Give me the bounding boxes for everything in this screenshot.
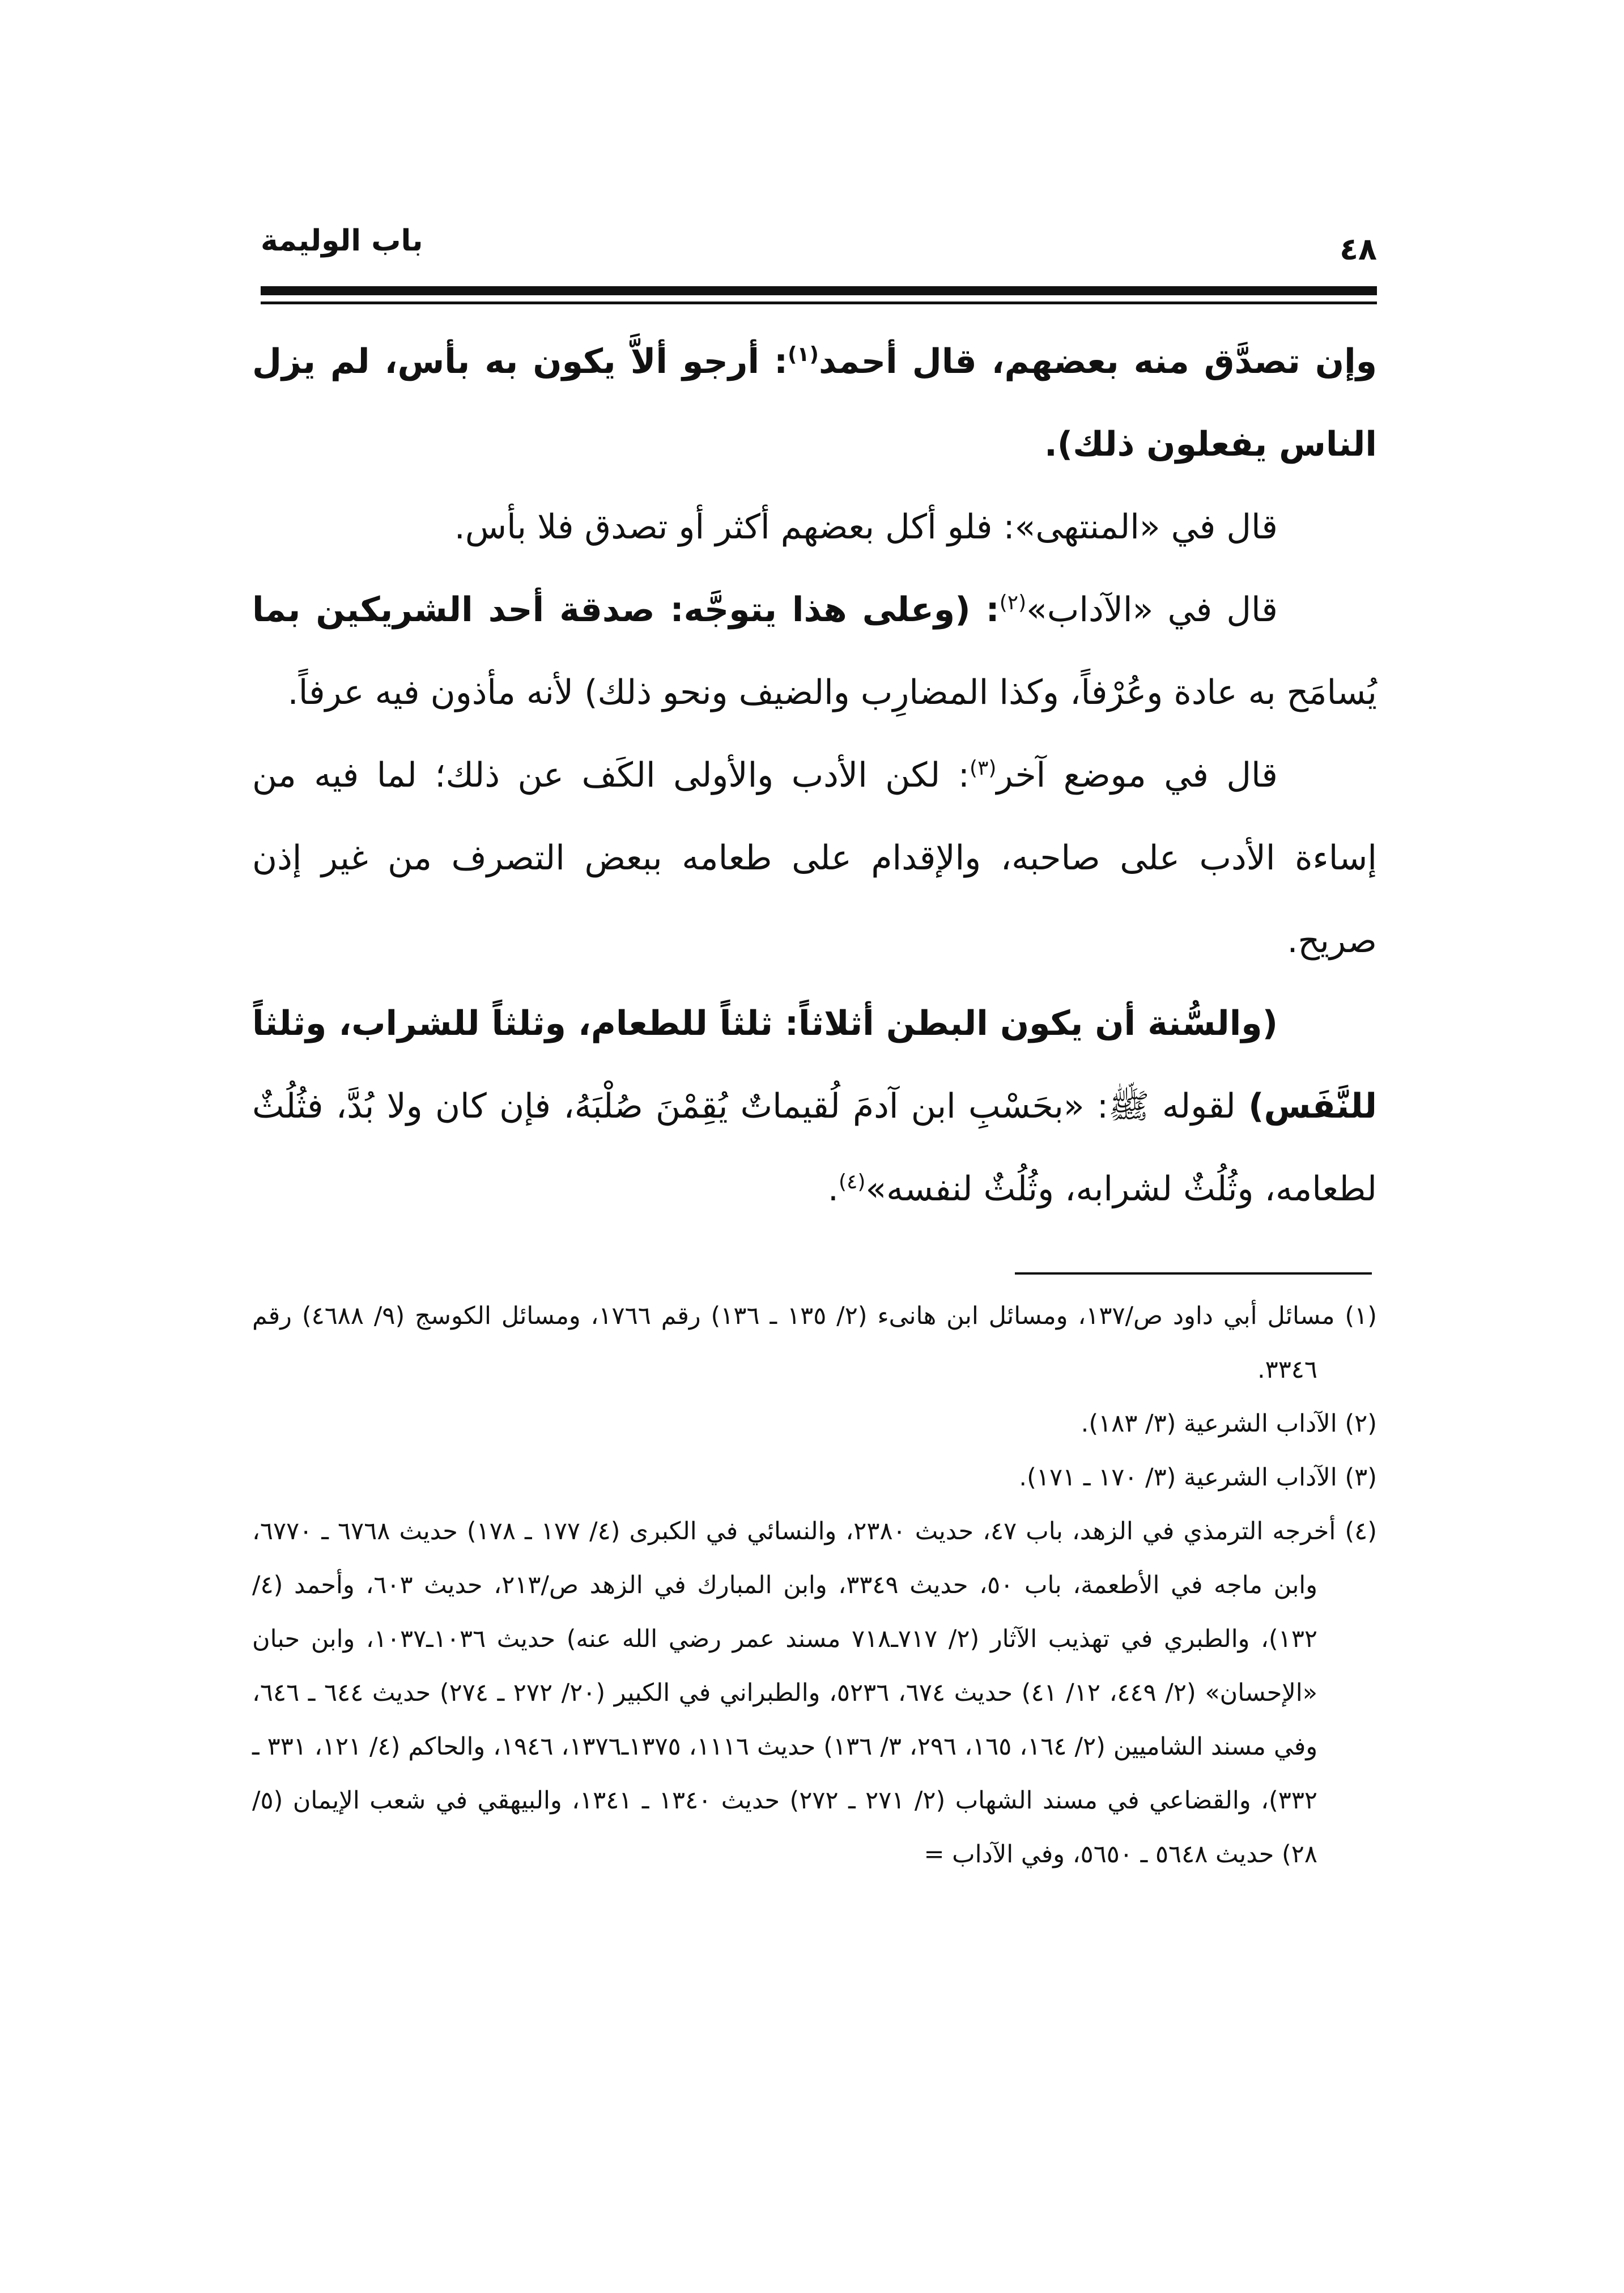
running-title: باب الوليمة xyxy=(261,224,423,258)
page-number: ٤٨ xyxy=(1340,231,1377,267)
footnote-ref-2: (٢) xyxy=(999,591,1027,614)
paragraph-4-text-a: قال في موضع آخر xyxy=(996,755,1278,795)
paragraph-1-text-a: وإن تصدَّق منه بعضهم، قال أحمد xyxy=(818,342,1377,381)
header-rule-thin xyxy=(261,302,1377,304)
paragraph-3-text-b: : (وعلى هذا يتوجَّه: صدقة أحد الشريكين بما xyxy=(252,590,1000,630)
footnote-ref-4: (٤) xyxy=(839,1170,866,1194)
footnote-2: (٢) الآداب الشرعية (٣/ ١٨٣). xyxy=(1081,1409,1377,1438)
paragraph-3-text-a: قال في «الآداب» xyxy=(1026,590,1278,630)
paragraph-3 xyxy=(252,568,1377,734)
paragraph-1 xyxy=(252,320,1377,486)
paragraph-5 xyxy=(252,982,1377,1230)
footnotes xyxy=(252,1289,1377,1882)
footnote-3: (٣) الآداب الشرعية (٣/ ١٧٠ ـ ١٧١). xyxy=(1019,1463,1377,1492)
page-header xyxy=(261,218,1377,269)
footnote-1: (١) مسائل أبي داود ص/١٣٧، ومسائل ابن هانىء (٢/ ١٣٥ ـ ١٣٦) رقم ١٧٦٦، ومسائل الكوسج (٩/ ٤٦٨٨) رقم ٣٣٤٦. xyxy=(252,1302,1378,1384)
footnote-separator xyxy=(1015,1272,1372,1275)
footnote-ref-3: (٣) xyxy=(970,757,997,780)
paragraph-4-text-b: : لكن الأدب والأولى الكَف عن ذلك؛ لما فيه من إساءة الأدب على صاحبه، والإقدام على طعامه ببعض التصرف من غير إذن صريح. xyxy=(252,755,1377,961)
header-rule-thick xyxy=(261,286,1377,295)
paragraph-4 xyxy=(252,734,1377,982)
footnote-4: (٤) أخرجه الترمذي في الزهد، باب ٤٧، حديث ٢٣٨٠، والنسائي في الكبرى (٤/ ١٧٧ ـ ١٧٨) حديث ٦٧٦٨ ـ ٦٧٧٠، وابن ماجه في الأطعمة، باب ٥٠، حديث ٣٣٤٩، وابن المبارك في الزهد ص/٢١٣، حديث ٦٠٣، وأحمد (٤/ ١٣٢)، والطبري في تهذيب الآثار (٢/ ٧١٧ـ٧١٨ مسند عمر رضي الله عنه) حديث ١٠٣٦ـ١٠٣٧، وابن حبان «الإحسان» (٢/ ٤٤٩، ١٢/ ٤١) حديث ٦٧٤، ٥٢٣٦، والطبراني في الكبير (٢٠/ ٢٧٢ ـ ٢٧٤) حديث ٦٤٤ ـ ٦٤٦، وفي مسند الشاميين (٢/ ١٦٤، ١٦٥، ٢٩٦، ٣/ ١٣٦) حديث ١١١٦، ١٣٧٥ـ١٣٧٦، ١٩٤٦، والحاكم (٤/ ١٢١، ٣٣١ ـ ٣٣٢)، والقضاعي في مسند الشهاب (٢/ ٢٧١ ـ ٢٧٢) حديث ١٣٤٠ ـ ١٣٤١، والبيهقي في شعب الإيمان (٥/ ٢٨) حديث ٥٦٤٨ ـ ٥٦٥٠، وفي الآداب = xyxy=(252,1517,1378,1869)
paragraph-3-text-c: يُسامَح به عادة وعُرْفاً، وكذا المضارِب والضيف ونحو ذلك) لأنه مأذون فيه عرفاً. xyxy=(287,673,1377,712)
main-text xyxy=(252,320,1377,1230)
paragraph-1-text-b: : أرجو ألاَّ يكون به بأس، لم يزل الناس يفعلون ذلك). xyxy=(252,342,1377,464)
paragraph-5-end: . xyxy=(827,1169,839,1209)
paragraph-2: قال في «المنتهى»: فلو أكل بعضهم أكثر أو تصدق فلا بأس. xyxy=(454,507,1278,547)
footnote-ref-1: (١) xyxy=(788,343,819,366)
paragraph-5-text-a: (والسُّنة أن يكون البطن أثلاثاً: ثلثاً للطعام، وثلثاً للشراب، وثلثاً للنَّفَس) xyxy=(252,1004,1377,1126)
paragraph-5-text-b: لقوله ﷺ: «بحَسْبِ ابن آدمَ لُقيماتٌ يُقِمْنَ صُلْبَهُ، فإن كان ولا بُدَّ، فثُلُثٌ لطعامه، وثُلُثٌ لشرابه، وثُلُثٌ لنفسه» xyxy=(252,1086,1377,1209)
